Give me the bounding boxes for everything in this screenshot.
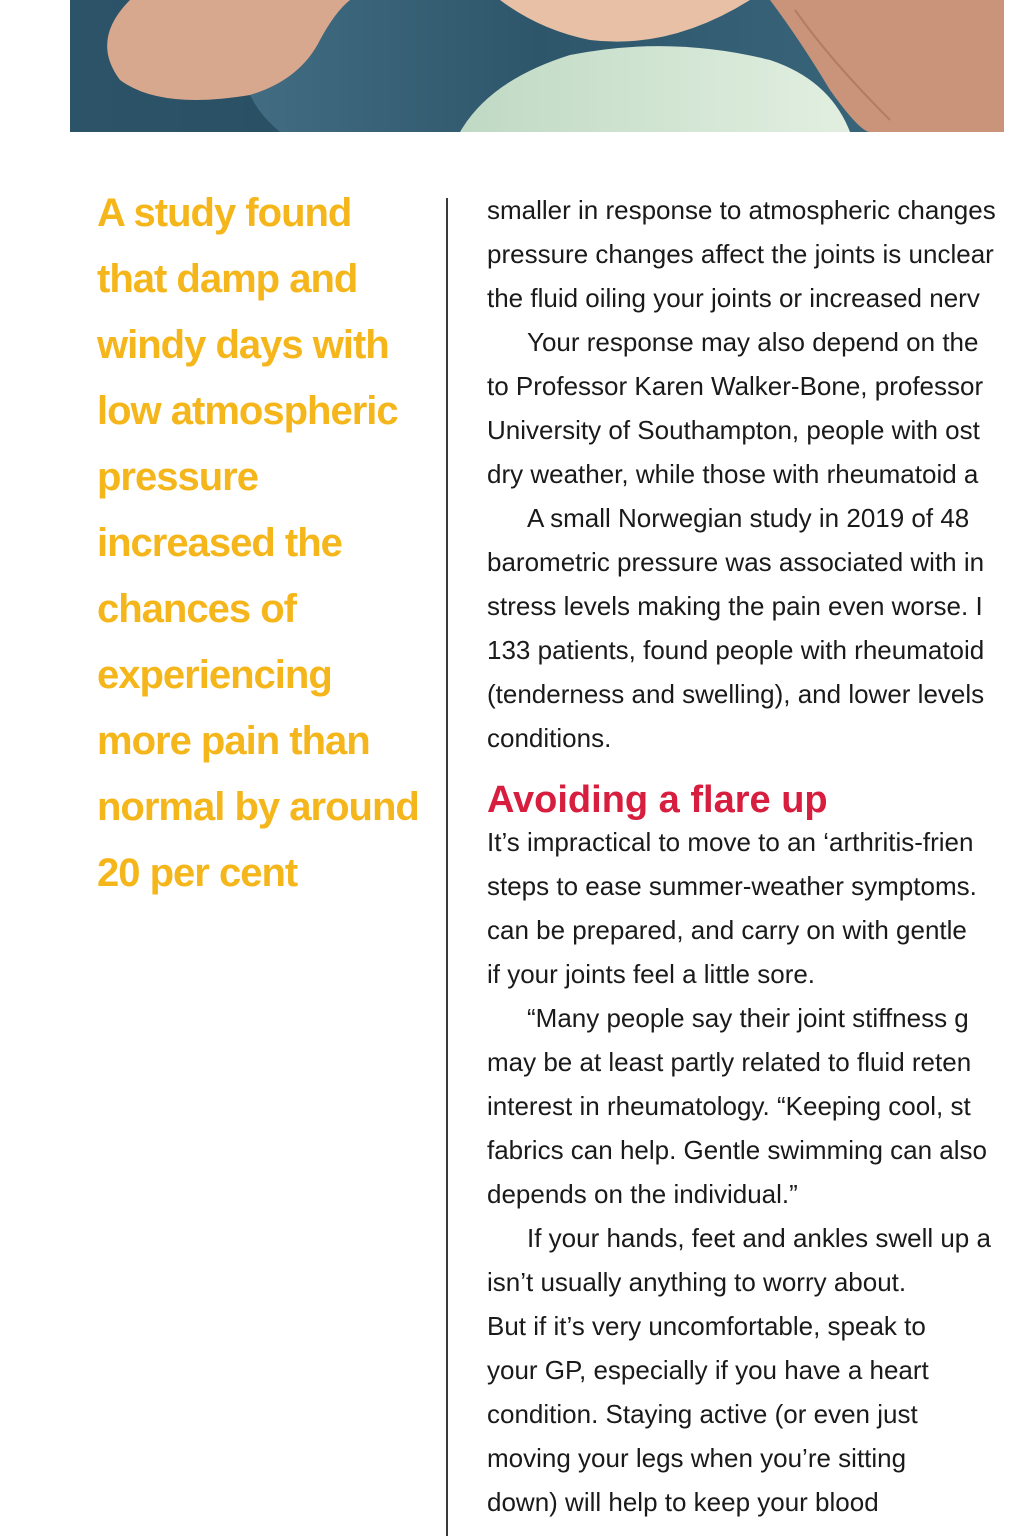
text-line: dry weather, while those with rheumatoid a xyxy=(487,459,979,489)
paragraph xyxy=(487,996,1024,1216)
text-line: 133 patients, found people with rheumatoid xyxy=(487,635,985,665)
text-line: the fluid oiling your joints or increased nerv xyxy=(487,283,980,313)
pull-quote-line: 20 per cent xyxy=(97,851,298,895)
pull-quote-line: experiencing xyxy=(97,653,332,697)
text-line: to Professor Karen Walker-Bone, professor xyxy=(487,371,984,401)
text-line: (tenderness and swelling), and lower levels xyxy=(487,679,985,709)
article-body xyxy=(487,188,1024,1536)
text-line: steps to ease summer-weather symptoms. xyxy=(487,871,977,901)
text-line: “Many people say their joint stiffness g xyxy=(527,1003,969,1033)
text-line: It’s impractical to move to an ‘arthritis-frien xyxy=(487,827,974,857)
text-line: moving your legs when you’re sitting xyxy=(487,1443,907,1473)
paragraph xyxy=(487,820,1024,996)
pull-quote-line: more pain than xyxy=(97,719,370,763)
column-divider xyxy=(446,198,448,1536)
text-line: your GP, especially if you have a heart xyxy=(487,1355,929,1385)
text-line: If your hands, feet and ankles swell up a xyxy=(527,1223,991,1253)
pull-quote-line: pressure xyxy=(97,455,258,499)
pull-quote-line: increased the xyxy=(97,521,342,565)
text-line: University of Southampton, people with ost xyxy=(487,415,980,445)
paragraph xyxy=(487,188,1024,320)
text-line: smaller in response to atmospheric changes xyxy=(487,195,996,225)
pull-quote xyxy=(97,180,437,906)
text-line: can be prepared, and carry on with gentle xyxy=(487,915,967,945)
paragraph xyxy=(487,320,1024,496)
pull-quote-line: windy days with xyxy=(97,323,389,367)
pull-quote-line: that damp and xyxy=(97,257,358,301)
text-line: But if it’s very uncomfortable, speak to xyxy=(487,1311,926,1341)
text-line: fabrics can help. Gentle swimming can also xyxy=(487,1135,988,1165)
text-line: pressure changes affect the joints is unclear xyxy=(487,239,994,269)
text-line: stress levels making the pain even worse. I xyxy=(487,591,983,621)
text-line: if your joints feel a little sore. xyxy=(487,959,816,989)
pull-quote-line: chances of xyxy=(97,587,296,631)
paragraph xyxy=(487,1216,1024,1524)
text-line: may be at least partly related to fluid reten xyxy=(487,1047,972,1077)
text-line: interest in rheumatology. “Keeping cool, st xyxy=(487,1091,971,1121)
text-line: A small Norwegian study in 2019 of 48 xyxy=(527,503,970,533)
text-line: isn’t usually anything to worry about. xyxy=(487,1267,907,1297)
pull-quote-line: A study found xyxy=(97,191,352,235)
section-heading: Avoiding a flare up xyxy=(487,779,828,821)
pull-quote-line: normal by around xyxy=(97,785,419,829)
pull-quote-line: low atmospheric xyxy=(97,389,398,433)
text-line: conditions. xyxy=(487,723,612,753)
text-line: down) will help to keep your blood xyxy=(487,1487,879,1517)
header-photo xyxy=(70,0,1004,132)
text-line: barometric pressure was associated with in xyxy=(487,547,985,577)
text-line: Your response may also depend on the xyxy=(527,327,979,357)
paragraph xyxy=(487,496,1024,760)
text-line: condition. Staying active (or even just xyxy=(487,1399,918,1429)
text-line: depends on the individual.” xyxy=(487,1179,798,1209)
